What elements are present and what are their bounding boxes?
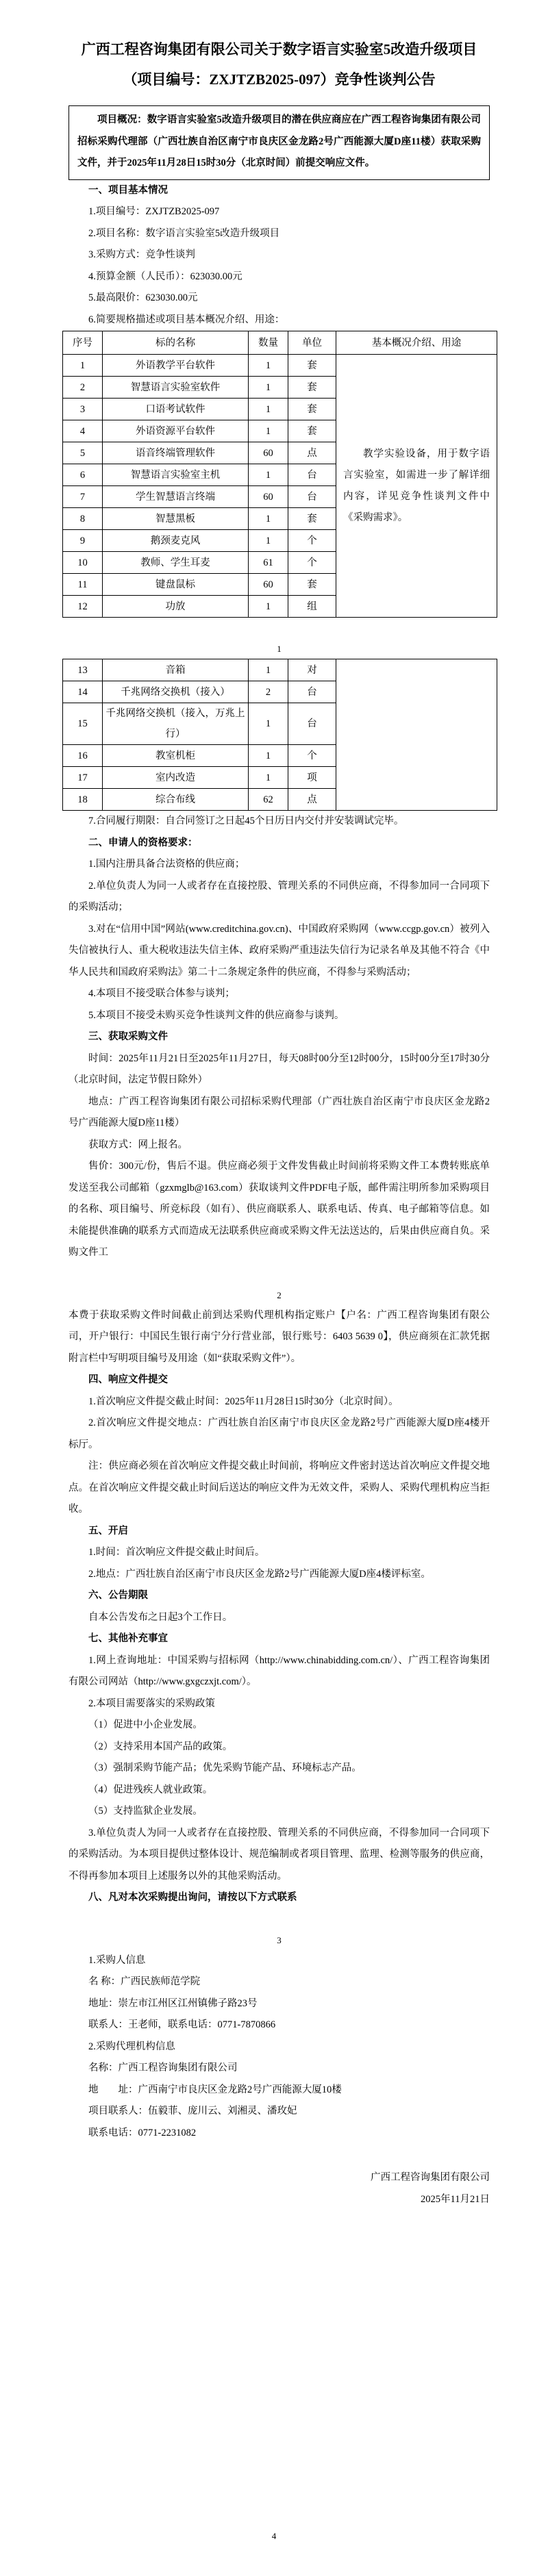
paragraph: 1.采购人信息 (88, 1954, 146, 1966)
paragraph: 6.简要规格描述或项目基本概况介绍、用途： (88, 314, 285, 325)
table-cell: 对 (288, 659, 336, 681)
table-cell: 学生智慧语言终端 (103, 486, 249, 508)
table-cell: 教师、学生耳麦 (103, 552, 249, 574)
paragraph: 项目联系人：伍毅菲、庞川云、刘湘灵、潘玫妃 (88, 2106, 297, 2117)
paragraph: 地 址：广西南宁市良庆区金龙路2号广西能源大厦10楼 (88, 2084, 342, 2095)
table-cell: 1 (249, 596, 288, 618)
signature-company: 广西工程咨询集团有限公司 (371, 2172, 490, 2183)
table-cell: 3 (63, 399, 103, 420)
table-cell: 1 (249, 420, 288, 442)
project-overview-text: 项目概况：数字语言实验室5改造升级项目的潜在供应商应在广西工程咨询集团有限公司招标采购代理部（广西壮族自治区南宁市良庆区金龙路2号广西能源大厦D座11楼）获取采购文件，并于2025年11月28日15时30分（北京时间）前提交响应文件。 (77, 114, 481, 168)
table-cell: 17 (63, 767, 103, 789)
table-cell: 14 (63, 681, 103, 703)
section-heading: 三、获取采购文件 (88, 1031, 168, 1042)
table-cell: 1 (249, 745, 288, 767)
section-heading: 五、开启 (88, 1525, 128, 1537)
table-cell: 点 (288, 442, 336, 464)
table-cell: 60 (249, 486, 288, 508)
table-cell: 外语资源平台软件 (103, 420, 249, 442)
table-cell: 套 (288, 420, 336, 442)
table-cell: 16 (63, 745, 103, 767)
paragraph: 地点：广西工程咨询集团有限公司招标采购代理部（广西壮族自治区南宁市良庆区金龙路2号广西能源大厦D座11楼） (68, 1096, 490, 1128)
table-cell: 综合布线 (103, 789, 249, 811)
table-cell: 1 (249, 399, 288, 420)
table-cell: 10 (63, 552, 103, 574)
paragraph: 4.本项目不接受联合体参与谈判； (88, 988, 235, 999)
table-row (63, 355, 497, 377)
table-cell: 12 (63, 596, 103, 618)
table-cell: 2 (249, 681, 288, 703)
paragraph: 1.项目编号：ZXJTZB2025-097 (88, 206, 220, 217)
document-body (68, 180, 490, 2211)
paragraph: 5.本项目不接受未购买竞争性谈判文件的供应商参与谈判。 (88, 1009, 345, 1021)
table-cell: 套 (288, 399, 336, 420)
table-cell: 6 (63, 464, 103, 486)
document-title-line2: （项目编号：ZXJTZB2025-097）竞争性谈判公告 (123, 71, 436, 88)
paragraph: 2.项目名称：数字语言实验室5改造升级项目 (88, 227, 280, 239)
page-number-2: 2 (277, 1289, 282, 1300)
table-cell: 1 (249, 659, 288, 681)
table-cell: 功放 (103, 596, 249, 618)
table-cell: 台 (288, 681, 336, 703)
paragraph: 2.采购代理机构信息 (88, 2041, 175, 2052)
table-description-cell: 教学实验设备，用于数字语言实验室，如需进一步了解详细内容，详见竞争性谈判文件中《采购需求》。 (336, 355, 497, 618)
table-header-cell: 标的名称 (103, 331, 249, 355)
table-cell: 教室机柜 (103, 745, 249, 767)
table-cell: 语音终端管理软件 (103, 442, 249, 464)
table-header-row (63, 331, 497, 355)
paragraph: 名称：广西工程咨询集团有限公司 (88, 2062, 238, 2073)
paragraph: 5.最高限价：623030.00元 (88, 292, 198, 303)
table-cell: 5 (63, 442, 103, 464)
table-cell: 1 (249, 767, 288, 789)
paragraph: 3.单位负责人为同一人或者存在直接控股、管理关系的不同供应商，不得参加同一合同项下的采购活动。为本项目提供过整体设计、规范编制或者项目管理、监理、检测等服务的供应商，不得再参加本项目上述服务以外的其他采购活动。 (68, 1827, 490, 1882)
table-cell: 键盘鼠标 (103, 574, 249, 596)
table-cell: 智慧语言实验室软件 (103, 377, 249, 399)
table-row (63, 659, 497, 681)
paragraph: 1.网上查询地址：中国采购与招标网（http://www.chinabidding.com.cn/）、广西工程咨询集团有限公司网站（http://www.gxgczxjt.com/）。 (68, 1654, 490, 1687)
paragraph: （5）支持监狱企业发展。 (88, 1806, 203, 1817)
table-cell: 套 (288, 355, 336, 377)
table-cell: 音箱 (103, 659, 249, 681)
table-cell: 60 (249, 574, 288, 596)
table-cell: 1 (249, 703, 288, 745)
table-header-cell: 基本概况介绍、用途 (336, 331, 497, 355)
paragraph: 2.首次响应文件提交地点：广西壮族自治区南宁市良庆区金龙路2号广西能源大厦D座4楼开标厅。 (68, 1417, 490, 1450)
table-cell: 外语教学平台软件 (103, 355, 249, 377)
paragraph: 名 称：广西民族师范学院 (88, 1976, 201, 1987)
paragraph: 1.时间：首次响应文件提交截止时间后。 (88, 1547, 265, 1558)
signature-date: 2025年11月21日 (421, 2193, 490, 2205)
table-cell: 点 (288, 789, 336, 811)
paragraph: 联系电话：0771-2231082 (88, 2127, 197, 2138)
table-cell: 11 (63, 574, 103, 596)
paragraph: 注：供应商必须在首次响应文件提交截止时间前，将响应文件密封送达首次响应文件提交地点。在首次响应文件提交截止时间后送达的响应文件为无效文件，采购人、采购代理机构应当拒收。 (68, 1461, 490, 1515)
items-table-part1 (62, 331, 497, 618)
table-cell: 1 (249, 508, 288, 530)
page-number-1: 1 (277, 644, 282, 654)
table-cell: 千兆网络交换机（接入） (103, 681, 249, 703)
paragraph: （3）强制采购节能产品；优先采购节能产品、环境标志产品。 (88, 1763, 362, 1773)
table-cell: 室内改造 (103, 767, 249, 789)
table-cell: 台 (288, 486, 336, 508)
table-cell: 套 (288, 377, 336, 399)
section-heading: 八、凡对本次采购提出询问，请按以下方式联系 (88, 1892, 297, 1903)
table-cell: 13 (63, 659, 103, 681)
paragraph: 3.采购方式：竞争性谈判 (88, 249, 195, 260)
section-heading: 七、其他补充事宜 (88, 1633, 168, 1644)
table-cell: 15 (63, 703, 103, 745)
table-cell: 组 (288, 596, 336, 618)
section-heading: 一、项目基本情况 (88, 184, 168, 196)
paragraph: （4）促进残疾人就业政策。 (88, 1784, 213, 1795)
table-description-cell (336, 659, 497, 811)
paragraph: 1.国内注册具备合法资格的供应商； (88, 859, 245, 870)
table-header-cell: 数量 (249, 331, 288, 355)
paragraph: 获取方式：网上报名。 (88, 1139, 188, 1150)
table-cell: 套 (288, 508, 336, 530)
table-cell: 1 (249, 377, 288, 399)
paragraph: 2.本项目需要落实的采购政策 (88, 1697, 215, 1709)
paragraph-continuation: 本费于获取采购文件时间截止前到达采购代理机构指定账户【户名：广西工程咨询集团有限公司，开户银行：中国民生银行南宁分行营业部，银行账号：6403 5639 0】，供应商须在汇款凭据附言栏中写明项目编号及用途（如“获取采购文件”）。 (68, 1309, 490, 1364)
page-number-4: 4 (271, 2531, 277, 2541)
table-cell: 千兆网络交换机（接入，万兆上行） (103, 703, 249, 745)
table-cell: 1 (249, 355, 288, 377)
table-cell: 9 (63, 530, 103, 552)
paragraph: 联系人：王老师，联系电话：0771-7870866 (88, 2019, 276, 2030)
section-heading: 四、响应文件提交 (88, 1374, 168, 1385)
paragraph: 自本公告发布之日起3个工作日。 (88, 1611, 233, 1623)
paragraph: 7.合同履行期限：自合同签订之日起45个日历日内交付并安装调试完毕。 (88, 816, 404, 826)
paragraph: 地址：崇左市江州区江州镇佛子路23号 (88, 1997, 258, 2009)
table-header-cell: 序号 (63, 331, 103, 355)
paragraph: （1）促进中小企业发展。 (88, 1719, 203, 1730)
table-cell: 台 (288, 703, 336, 745)
table-cell: 台 (288, 464, 336, 486)
table-cell: 个 (288, 530, 336, 552)
section-heading: 六、公告期限 (88, 1590, 148, 1601)
table-cell: 61 (249, 552, 288, 574)
table-cell: 18 (63, 789, 103, 811)
paragraph: 售价：300元/份，售后不退。供应商必须于文件发售截止时间前将采购文件工本费转账底单发送至我公司邮箱（gzxmglb@163.com）获取谈判文件PDF电子版，邮件需注明所参加采购项目的名称、项目编号、所竞标段（如有）、供应商联系人、联系电话、传真、电子邮箱等信息。如未能提供准确的联系方式而造成无法联系供应商或采购文件无法送达的，后果由供应商自负。采购文件工 (68, 1161, 490, 1258)
table-cell: 7 (63, 486, 103, 508)
table-cell: 8 (63, 508, 103, 530)
paragraph: （2）支持采用本国产品的政策。 (88, 1741, 233, 1752)
items-table-part2 (62, 659, 497, 811)
table-cell: 口语考试软件 (103, 399, 249, 420)
table-cell: 4 (63, 420, 103, 442)
table-cell: 1 (63, 355, 103, 377)
project-overview-box (68, 105, 490, 180)
table-cell: 1 (249, 464, 288, 486)
table-cell: 鹅颈麦克风 (103, 530, 249, 552)
paragraph: 4.预算金额（人民币）：623030.00元 (88, 270, 242, 282)
section-heading: 二、申请人的资格要求： (88, 837, 198, 848)
table-cell: 项 (288, 767, 336, 789)
table-cell: 智慧语言实验室主机 (103, 464, 249, 486)
paragraph: 1.首次响应文件提交截止时间：2025年11月28日15时30分（北京时间）。 (88, 1396, 399, 1407)
paragraph: 时间：2025年11月21日至2025年11月27日，每天08时00分至12时00分，15时00分至17时30分（北京时间，法定节假日除外） (68, 1052, 490, 1085)
table-cell: 个 (288, 745, 336, 767)
page-number-3: 3 (277, 1934, 282, 1945)
table-header-cell: 单位 (288, 331, 336, 355)
table-cell: 1 (249, 530, 288, 552)
table-cell: 60 (249, 442, 288, 464)
document-title (68, 0, 490, 94)
paragraph: 2.单位负责人为同一人或者存在直接控股、管理关系的不同供应商，不得参加同一合同项下的采购活动； (68, 880, 490, 913)
table-cell: 62 (249, 789, 288, 811)
table-cell: 2 (63, 377, 103, 399)
paragraph: 3.对在“信用中国”网站(www.creditchina.gov.cn)、中国政府采购网（www.ccgp.gov.cn）被列入失信被执行人、重大税收违法失信主体、政府采购严重违法失信行为记录名单及其他不符合《中华人民共和国政府采购法》第二十二条规定条件的供应商，不得参与采购活动； (68, 923, 490, 978)
table-cell: 套 (288, 574, 336, 596)
paragraph: 2.地点：广西壮族自治区南宁市良庆区金龙路2号广西能源大厦D座4楼评标室。 (88, 1568, 431, 1580)
document-title-line1: 广西工程咨询集团有限公司关于数字语言实验室5改造升级项目 (81, 41, 477, 58)
table-cell: 个 (288, 552, 336, 574)
table-cell: 智慧黑板 (103, 508, 249, 530)
